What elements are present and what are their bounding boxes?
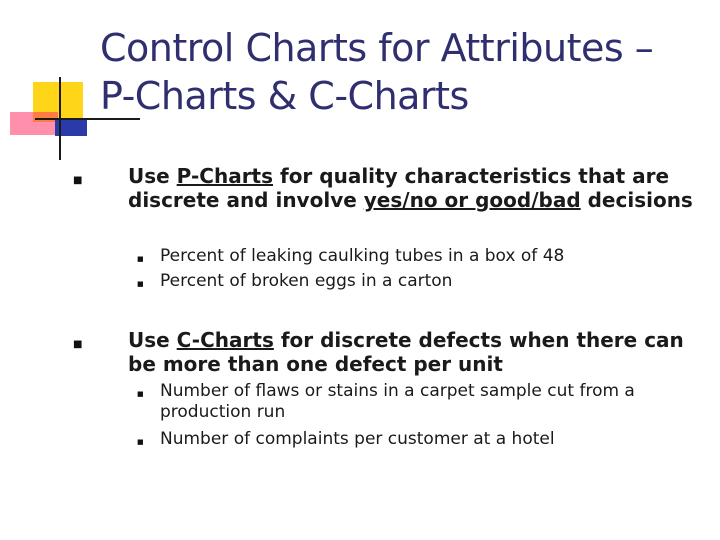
sub-bullet-leaking-tubes: Percent of leaking caulking tubes in a box of 48 [160, 246, 565, 266]
yes-no-good-bad-term: yes/no or good/bad [363, 188, 581, 212]
title-line-2: P-Charts & C-Charts [100, 74, 469, 118]
square-bullet-icon: ■ [73, 339, 83, 350]
bullet-text-middle: for quality characteristics that are discrete and involve [128, 164, 670, 212]
bullet-p-charts [128, 164, 713, 212]
sub-bullet-carpet-flaws: Number of flaws or stains in a carpet sample cut from a production run [160, 381, 635, 422]
bullet-text-end: decisions [580, 188, 693, 212]
sub-bullet-broken-eggs: Percent of broken eggs in a carton [160, 271, 453, 291]
c-charts-term: C-Charts [176, 328, 274, 352]
square-bullet-icon: ■ [73, 175, 83, 186]
small-square-bullet-icon: ■ [137, 390, 144, 398]
small-square-bullet-icon: ■ [137, 280, 144, 288]
small-square-bullet-icon: ■ [137, 438, 144, 446]
bullet-text-start: Use [128, 328, 177, 352]
small-square-bullet-icon: ■ [137, 255, 144, 263]
title-line-1: Control Charts for Attributes – [100, 26, 654, 70]
sub-bullet-hotel-complaints: Number of complaints per customer at a hotel [160, 429, 555, 449]
slide-title [100, 24, 710, 120]
bullet-text-start: Use [128, 164, 177, 188]
p-charts-term: P-Charts [176, 164, 274, 188]
bullet-c-charts [128, 328, 713, 376]
bullet-text-end: for discrete defects when there can be more than one defect per unit [128, 328, 684, 376]
pink-square-decoration [10, 112, 58, 135]
